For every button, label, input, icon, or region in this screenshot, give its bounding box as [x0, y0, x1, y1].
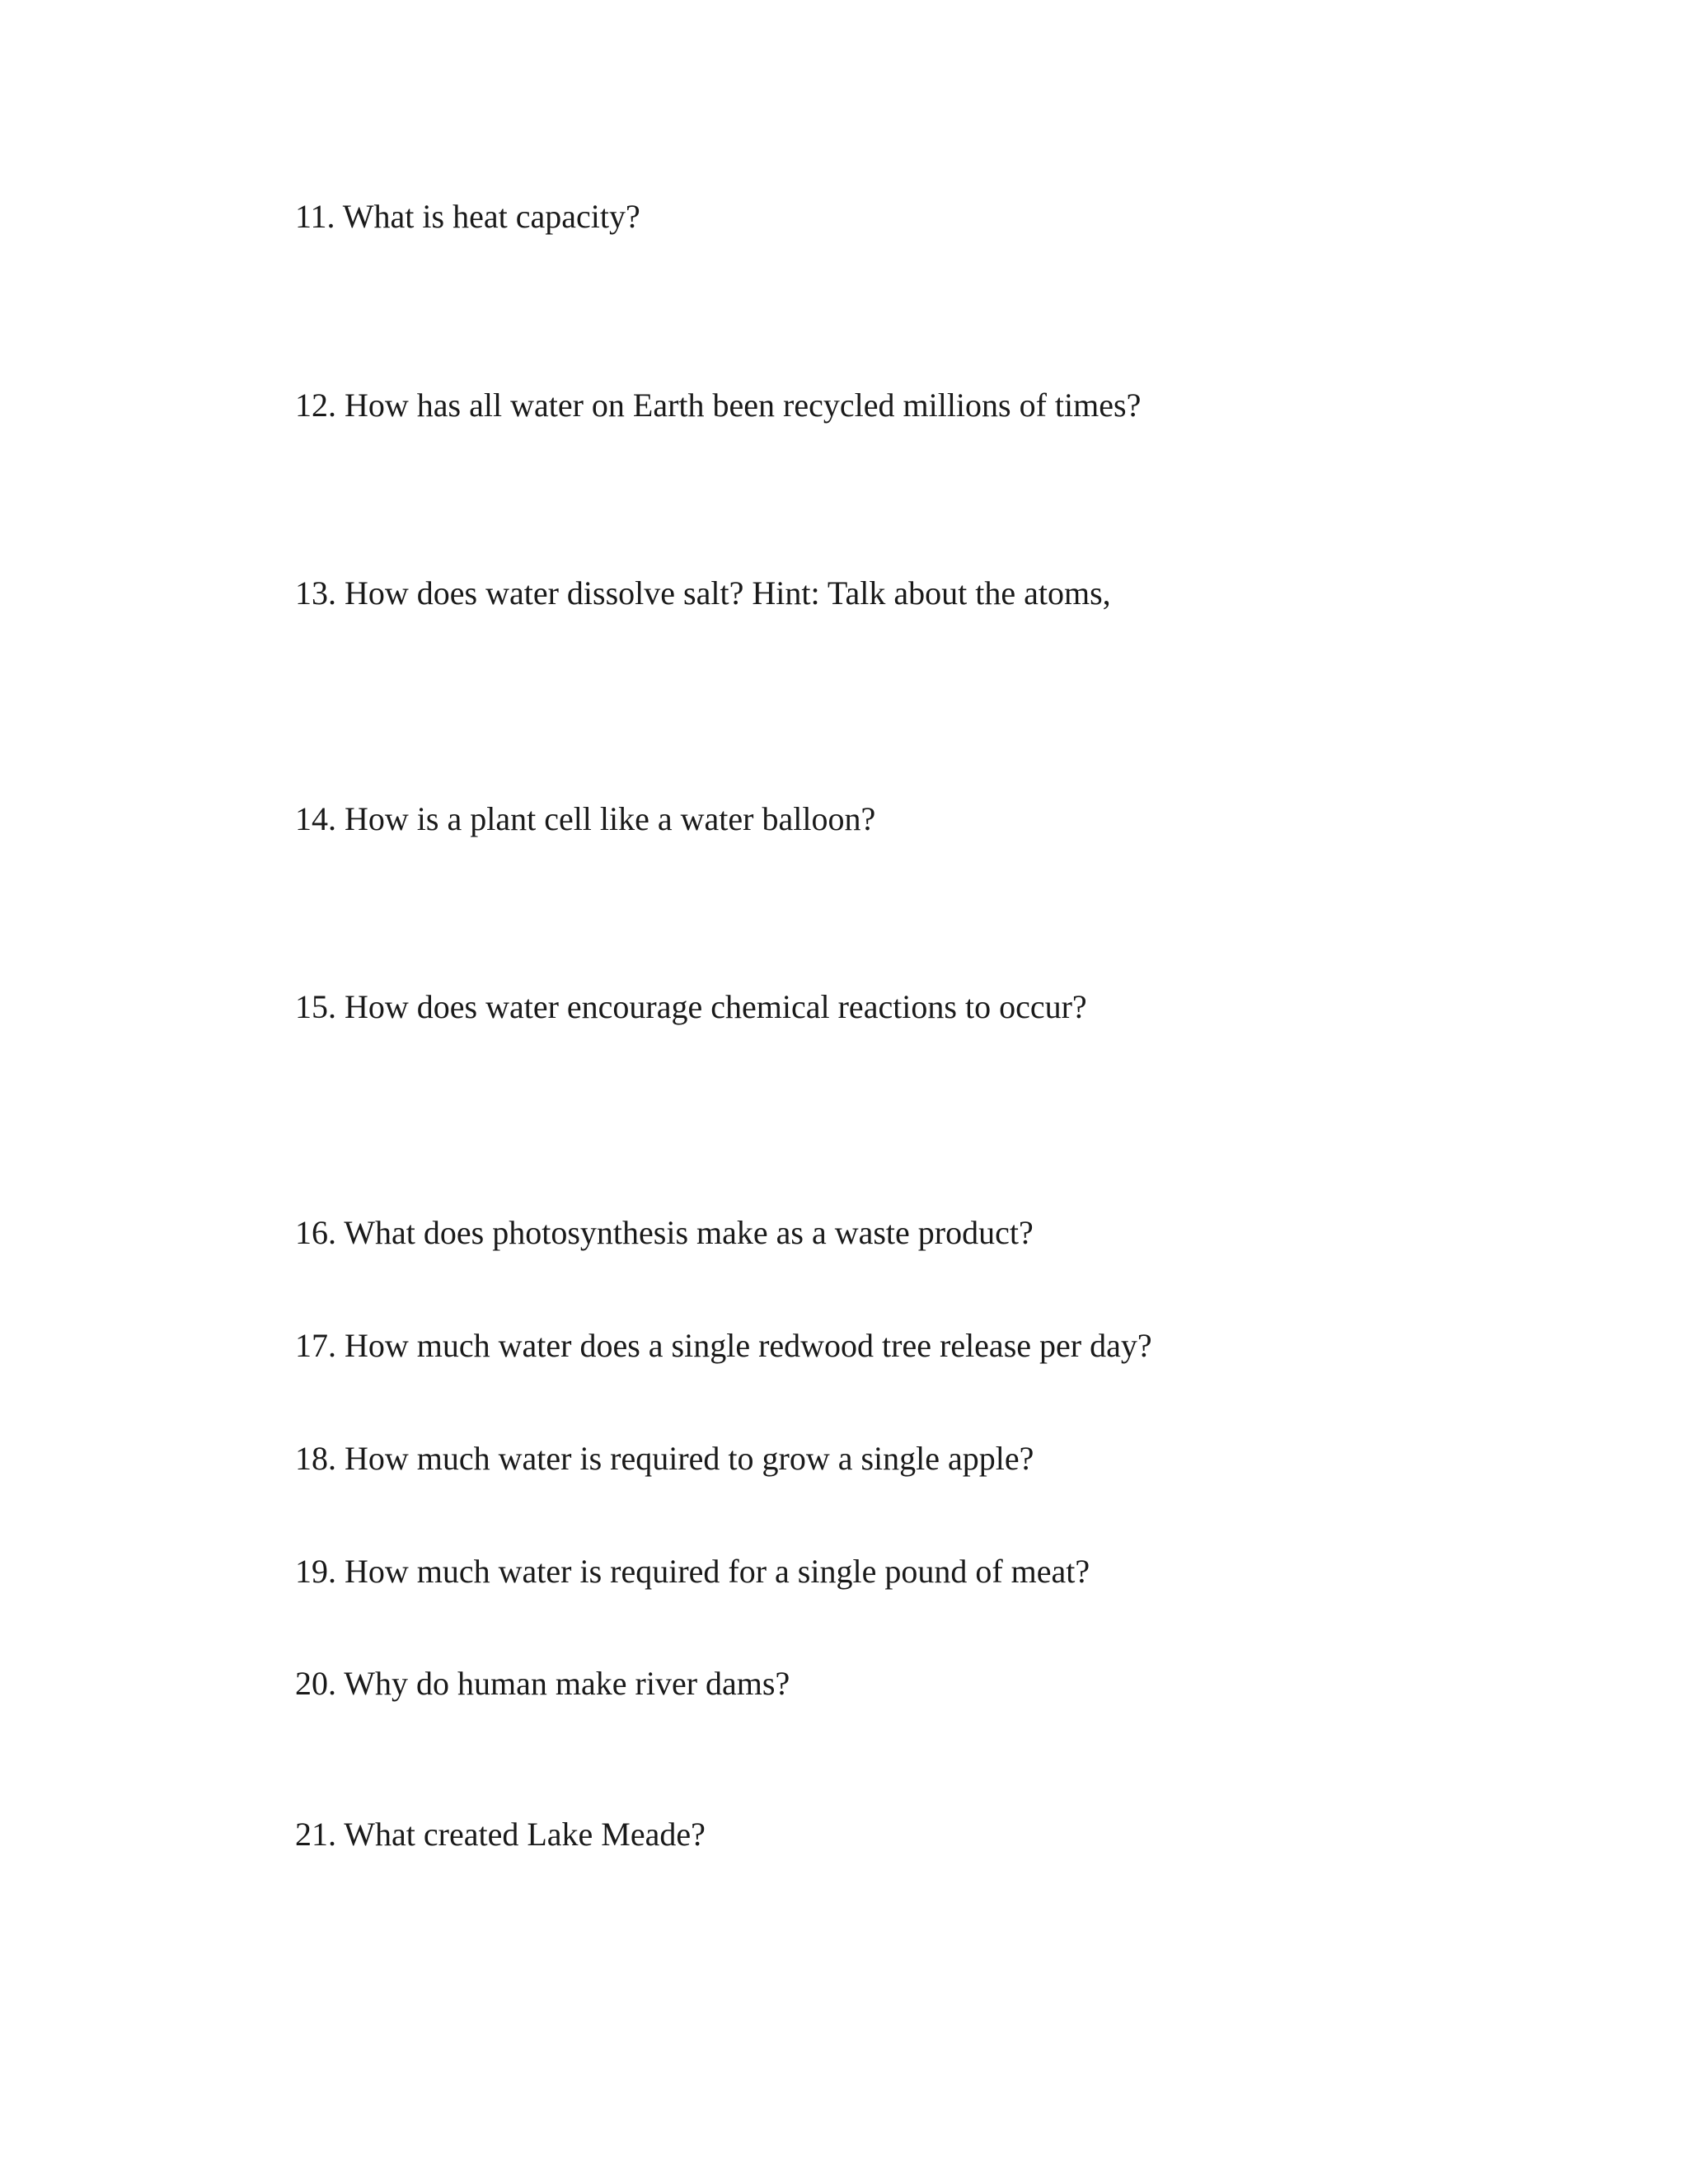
question-16	[295, 1213, 1614, 1253]
question-15	[295, 987, 1614, 1027]
question-17	[295, 1326, 1614, 1366]
question-text: Why do human make river dams?	[344, 1665, 790, 1702]
question-text: How has all water on Earth been recycled millions of times?	[345, 387, 1142, 424]
question-text: What created Lake Meade?	[344, 1816, 706, 1853]
question-number: 21.	[295, 1816, 345, 1853]
question-number: 18.	[295, 1440, 345, 1477]
question-text: How is a plant cell like a water balloon?	[345, 800, 876, 837]
question-19	[295, 1552, 1614, 1591]
question-11	[295, 197, 1614, 237]
question-text: How does water dissolve salt? Hint: Talk about the atoms,	[345, 574, 1111, 612]
question-text: What is heat capacity?	[342, 198, 640, 235]
question-number: 13.	[295, 574, 345, 612]
question-text: How does water encourage chemical reactions to occur?	[345, 988, 1087, 1025]
question-text: What does photosynthesis make as a waste product?	[344, 1214, 1034, 1251]
question-number: 17.	[295, 1327, 345, 1364]
question-number: 15.	[295, 988, 345, 1025]
question-21	[295, 1815, 1614, 1854]
question-text: How much water is required to grow a single apple?	[345, 1440, 1034, 1477]
question-number: 14.	[295, 800, 345, 837]
question-13	[295, 574, 1614, 613]
question-14	[295, 799, 1614, 839]
question-number: 16.	[295, 1214, 345, 1251]
question-number: 11.	[295, 198, 343, 235]
question-number: 12.	[295, 387, 345, 424]
question-text: How much water does a single redwood tree release per day?	[345, 1327, 1152, 1364]
question-12	[295, 386, 1614, 425]
question-number: 19.	[295, 1553, 345, 1590]
question-20	[295, 1664, 1614, 1704]
question-18	[295, 1439, 1614, 1479]
question-number: 20.	[295, 1665, 345, 1702]
question-text: How much water is required for a single pound of meat?	[345, 1553, 1090, 1590]
